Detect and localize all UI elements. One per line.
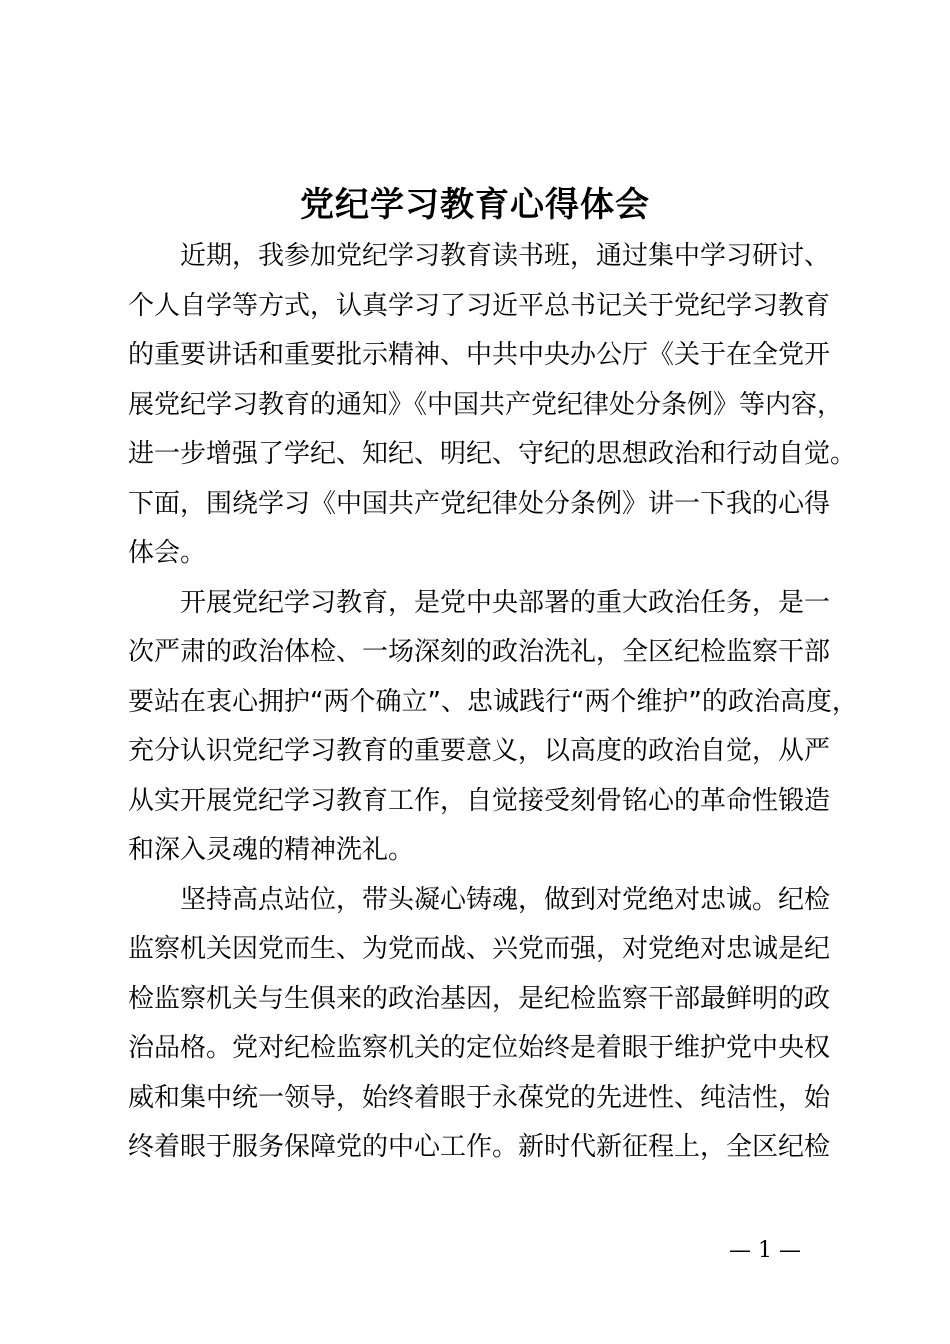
paragraph-line: 近期，我参加党纪学习教育读书班，通过集中学习研讨、 xyxy=(180,241,831,271)
paragraph-line: 的重要讲话和重要批示精神、中共中央办公厅《关于在全党开 xyxy=(128,340,831,370)
paragraph-line: 开展党纪学习教育，是党中央部署的重大政治任务，是一 xyxy=(180,587,831,618)
paragraph-line: 充分认识党纪学习教育的重要意义，以高度的政治自觉，从严 xyxy=(128,736,831,766)
paragraph-line: 展党纪学习教育的通知》《中国共产党纪律处分条例》等内容， xyxy=(128,389,844,420)
paragraph-3 xyxy=(128,876,838,1173)
paragraph-1 xyxy=(128,232,857,579)
paragraph-line: 治品格。党对纪检监察机关的定位始终是着眼于维护党中央权 xyxy=(128,1033,831,1063)
paragraph-line: 威和集中统一领导，始终着眼于永葆党的先进性、纯洁性，始 xyxy=(128,1082,831,1113)
paragraph-line: 次严肃的政治体检、一场深刻的政治洗礼，全区纪检监察干部 xyxy=(128,637,831,667)
paragraph-line: 检监察机关与生俱来的政治基因，是纪检监察干部最鲜明的政 xyxy=(128,983,831,1014)
paragraph-line: 个人自学等方式，认真学习了习近平总书记关于党纪学习教育 xyxy=(128,290,831,321)
paragraph-line: 进一步增强了学纪、知纪、明纪、守纪的思想政治和行动自觉。 xyxy=(128,439,857,469)
paragraph-2 xyxy=(128,579,858,876)
paragraph-line: 终着眼于服务保障党的中心工作。新时代新征程上，全区纪检 xyxy=(128,1132,831,1162)
page-number: — 1 — xyxy=(729,1238,801,1263)
paragraph-line: 和深入灵魂的精神洗礼。 xyxy=(128,835,415,865)
paragraph-line: 下面，围绕学习《中国共产党纪律处分条例》讲一下我的心得 xyxy=(128,488,831,519)
document-title: 党纪学习教育心得体会 xyxy=(300,185,650,225)
paragraph-line: 要站在衷心拥护“两个确立”、忠诚践行“两个维护”的政治高度， xyxy=(128,686,858,717)
paragraph-line: 监察机关因党而生、为党而战、兴党而强，对党绝对忠诚是纪 xyxy=(128,934,831,964)
paragraph-line: 坚持高点站位，带头凝心铸魂，做到对党绝对忠诚。纪检 xyxy=(180,884,831,915)
document-body xyxy=(128,232,858,1173)
paragraph-line: 从实开展党纪学习教育工作，自觉接受刻骨铭心的革命性锻造 xyxy=(128,785,831,816)
paragraph-line: 体会。 xyxy=(128,538,207,568)
